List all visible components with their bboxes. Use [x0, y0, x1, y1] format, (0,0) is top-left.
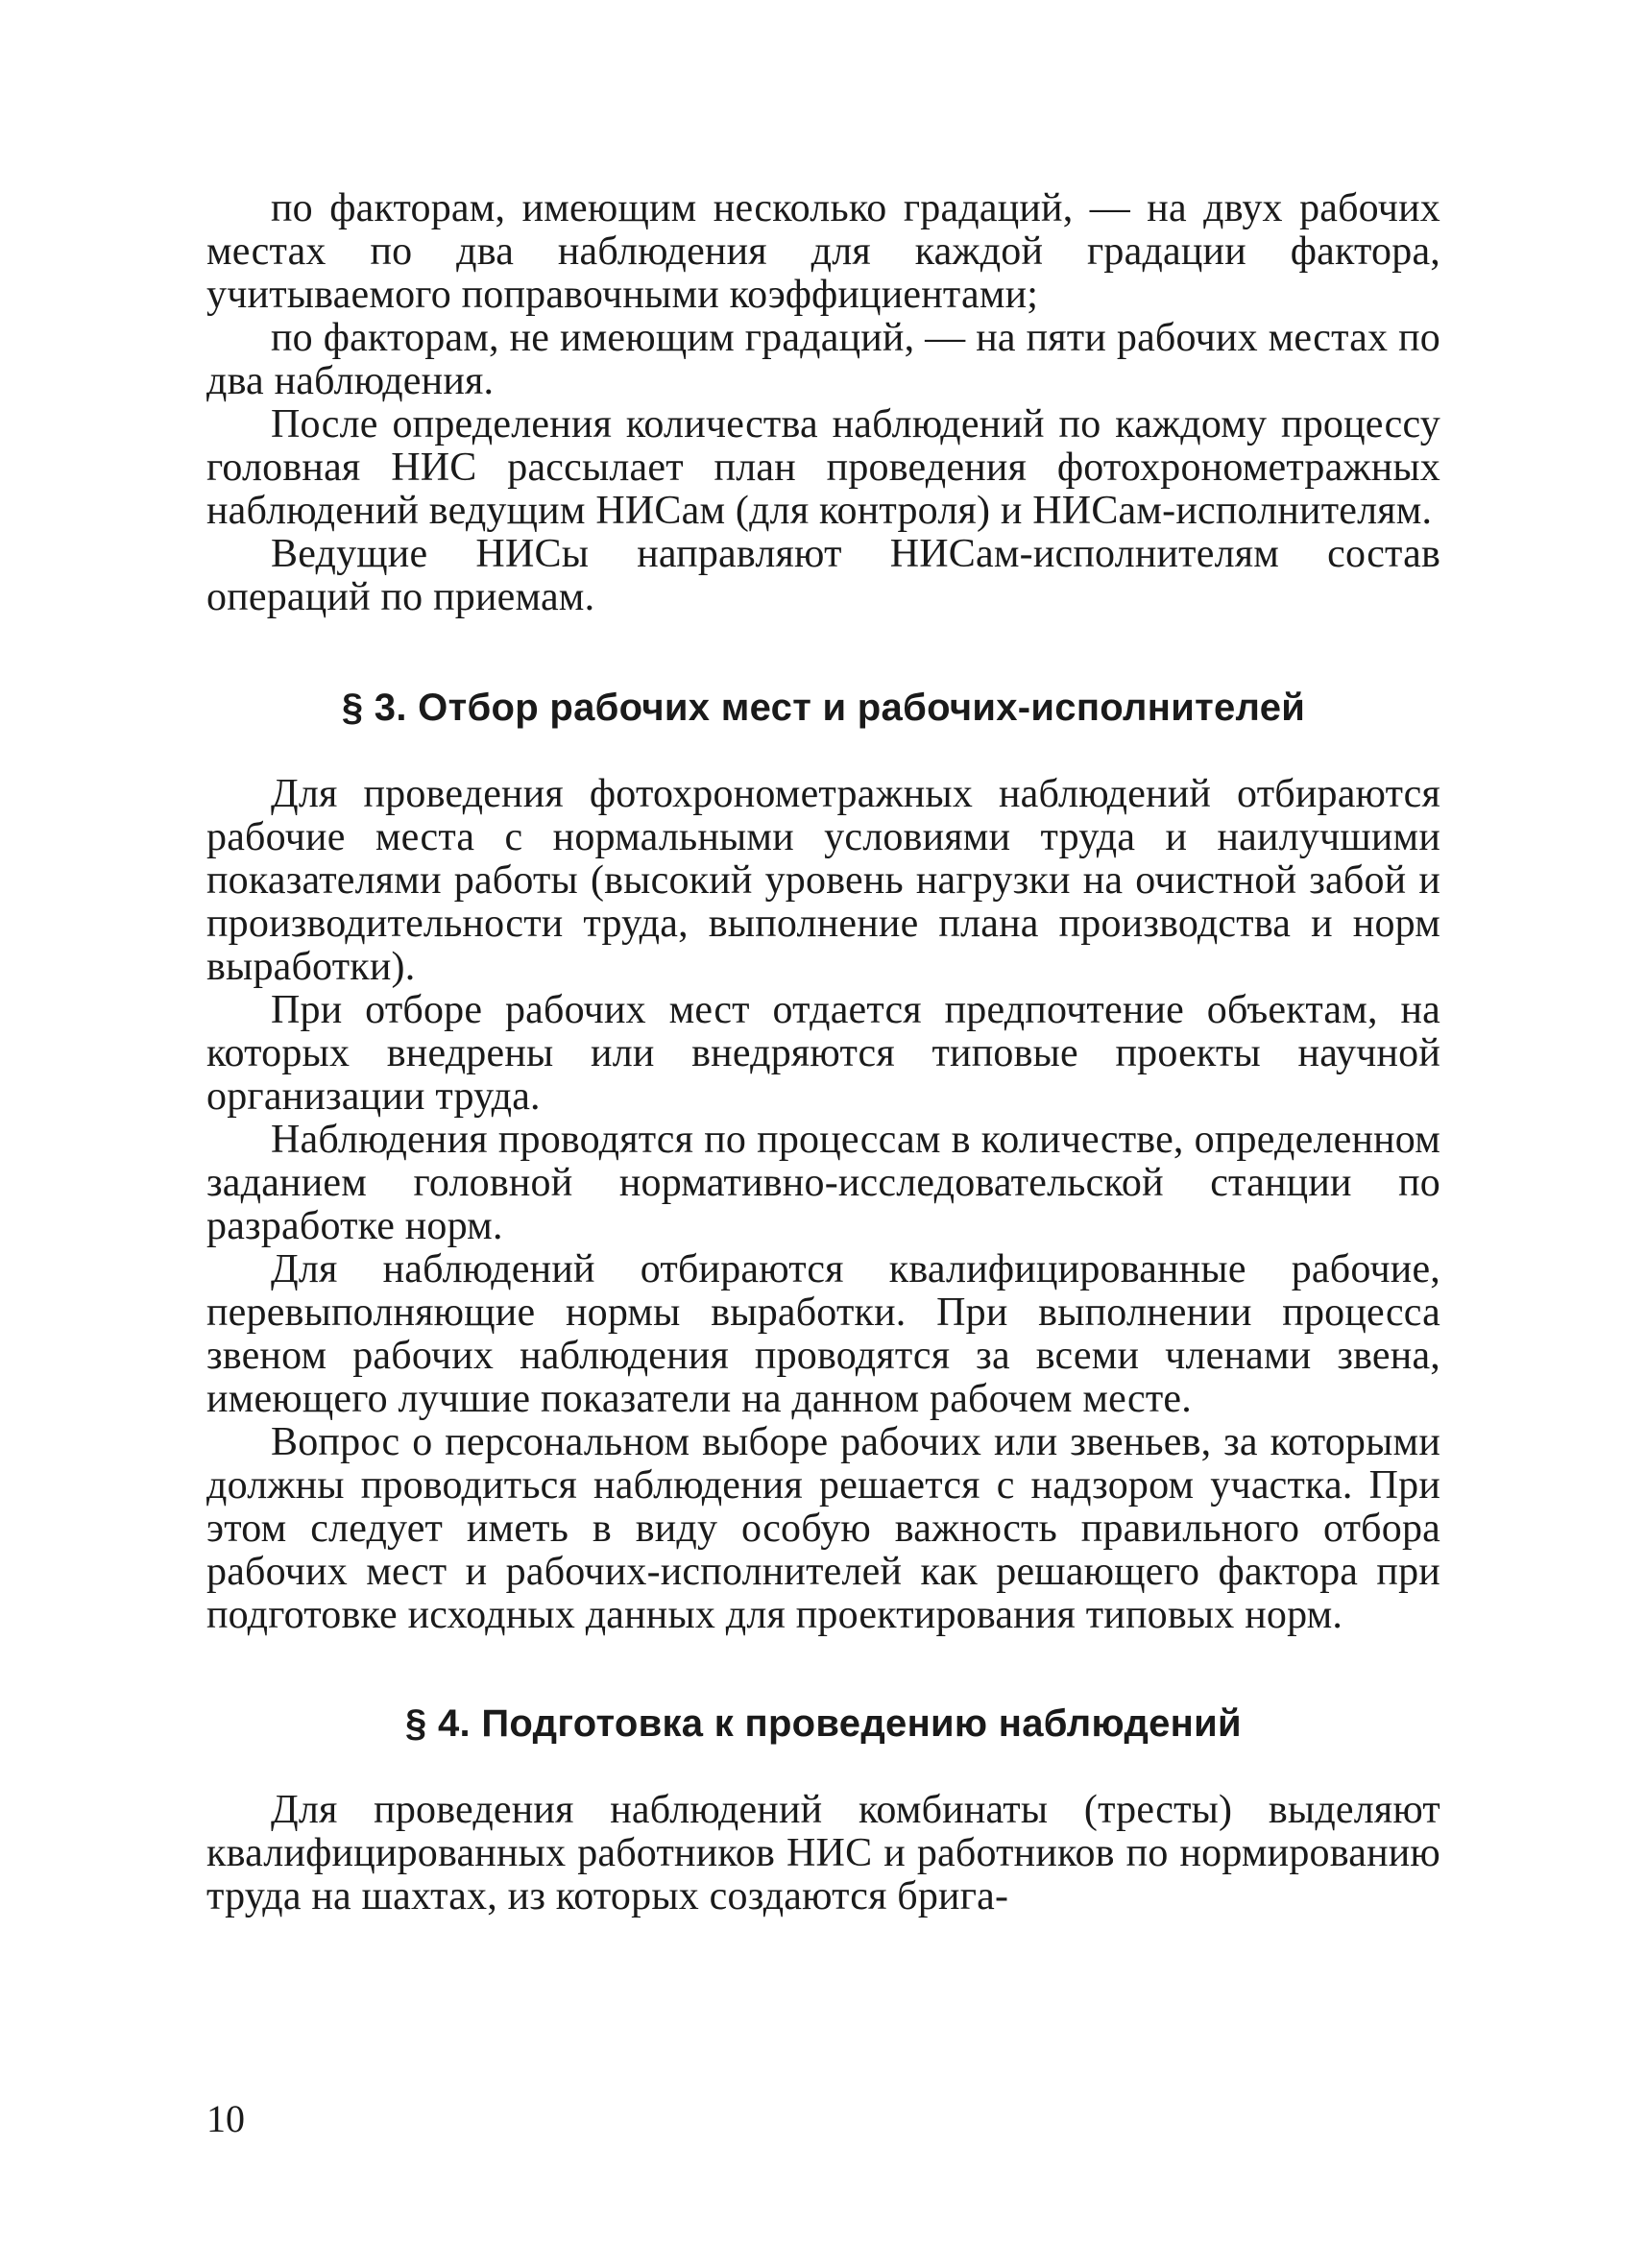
- intro-paragraph-2: по факторам, не имеющим градаций, — на пяти рабочих местах по два наблюдения.: [206, 316, 1440, 403]
- section-3-paragraph-5: Вопрос о персональном выборе рабочих или звеньев, за которыми должны проводиться наблюдения решается с надзором участка. При этом следует иметь в виду особую важность правильного отбора рабочих мест и рабочих-исполнителей как решающего фактора при подготовке исходных данных для проектирования типовых норм.: [206, 1420, 1440, 1637]
- section-3-paragraph-1: Для проведения фотохронометражных наблюдений отбираются рабочие места с нормальными условиями труда и наилучшими показателями работы (высокий уровень нагрузки на очистной забой и производительности труда, выполнение плана производства и норм выработки).: [206, 772, 1440, 989]
- section-3-paragraph-3: Наблюдения проводятся по процессам в количестве, определенном заданием головной нормативно-исследовательской станции по разработке норм.: [206, 1118, 1440, 1248]
- intro-paragraph-4: Ведущие НИСы направляют НИСам-исполнителям состав операций по приемам.: [206, 532, 1440, 619]
- page-number: 10: [206, 2097, 245, 2140]
- section-3-paragraph-4: Для наблюдений отбираются квалифицированные рабочие, перевыполняющие нормы выработки. При выполнении процесса звеном рабочих наблюдения проводятся за всеми членами звена, имеющего лучшие показатели на данном рабочем месте.: [206, 1247, 1440, 1421]
- section-4-title: § 4. Подготовка к проведению наблюдений: [405, 1702, 1242, 1745]
- section-4-paragraph-1: Для проведения наблюдений комбинаты (тресты) выделяют квалифицированных работников НИС и работников по нормированию труда на шахтах, из которых создаются бригa-: [206, 1788, 1440, 1918]
- page-body: [206, 187, 1440, 1918]
- section-3-title: § 3. Отбор рабочих мест и рабочих-исполнителей: [341, 687, 1306, 729]
- section-3-paragraph-2: При отборе рабочих мест отдается предпочтение объектам, на которых внедрены или внедряются типовые проекты научной организации труда.: [206, 988, 1440, 1119]
- intro-paragraph-3: После определения количества наблюдений по каждому процессу головная НИС рассылает план проведения фотохронометражных наблюдений ведущим НИСам (для контроля) и НИСам-исполнителям.: [206, 402, 1440, 533]
- intro-paragraph-1: по факторам, имеющим несколько градаций, — на двух рабочих местах по два наблюдения для каждой градации фактора, учитываемого поправочными коэффициентами;: [206, 186, 1440, 317]
